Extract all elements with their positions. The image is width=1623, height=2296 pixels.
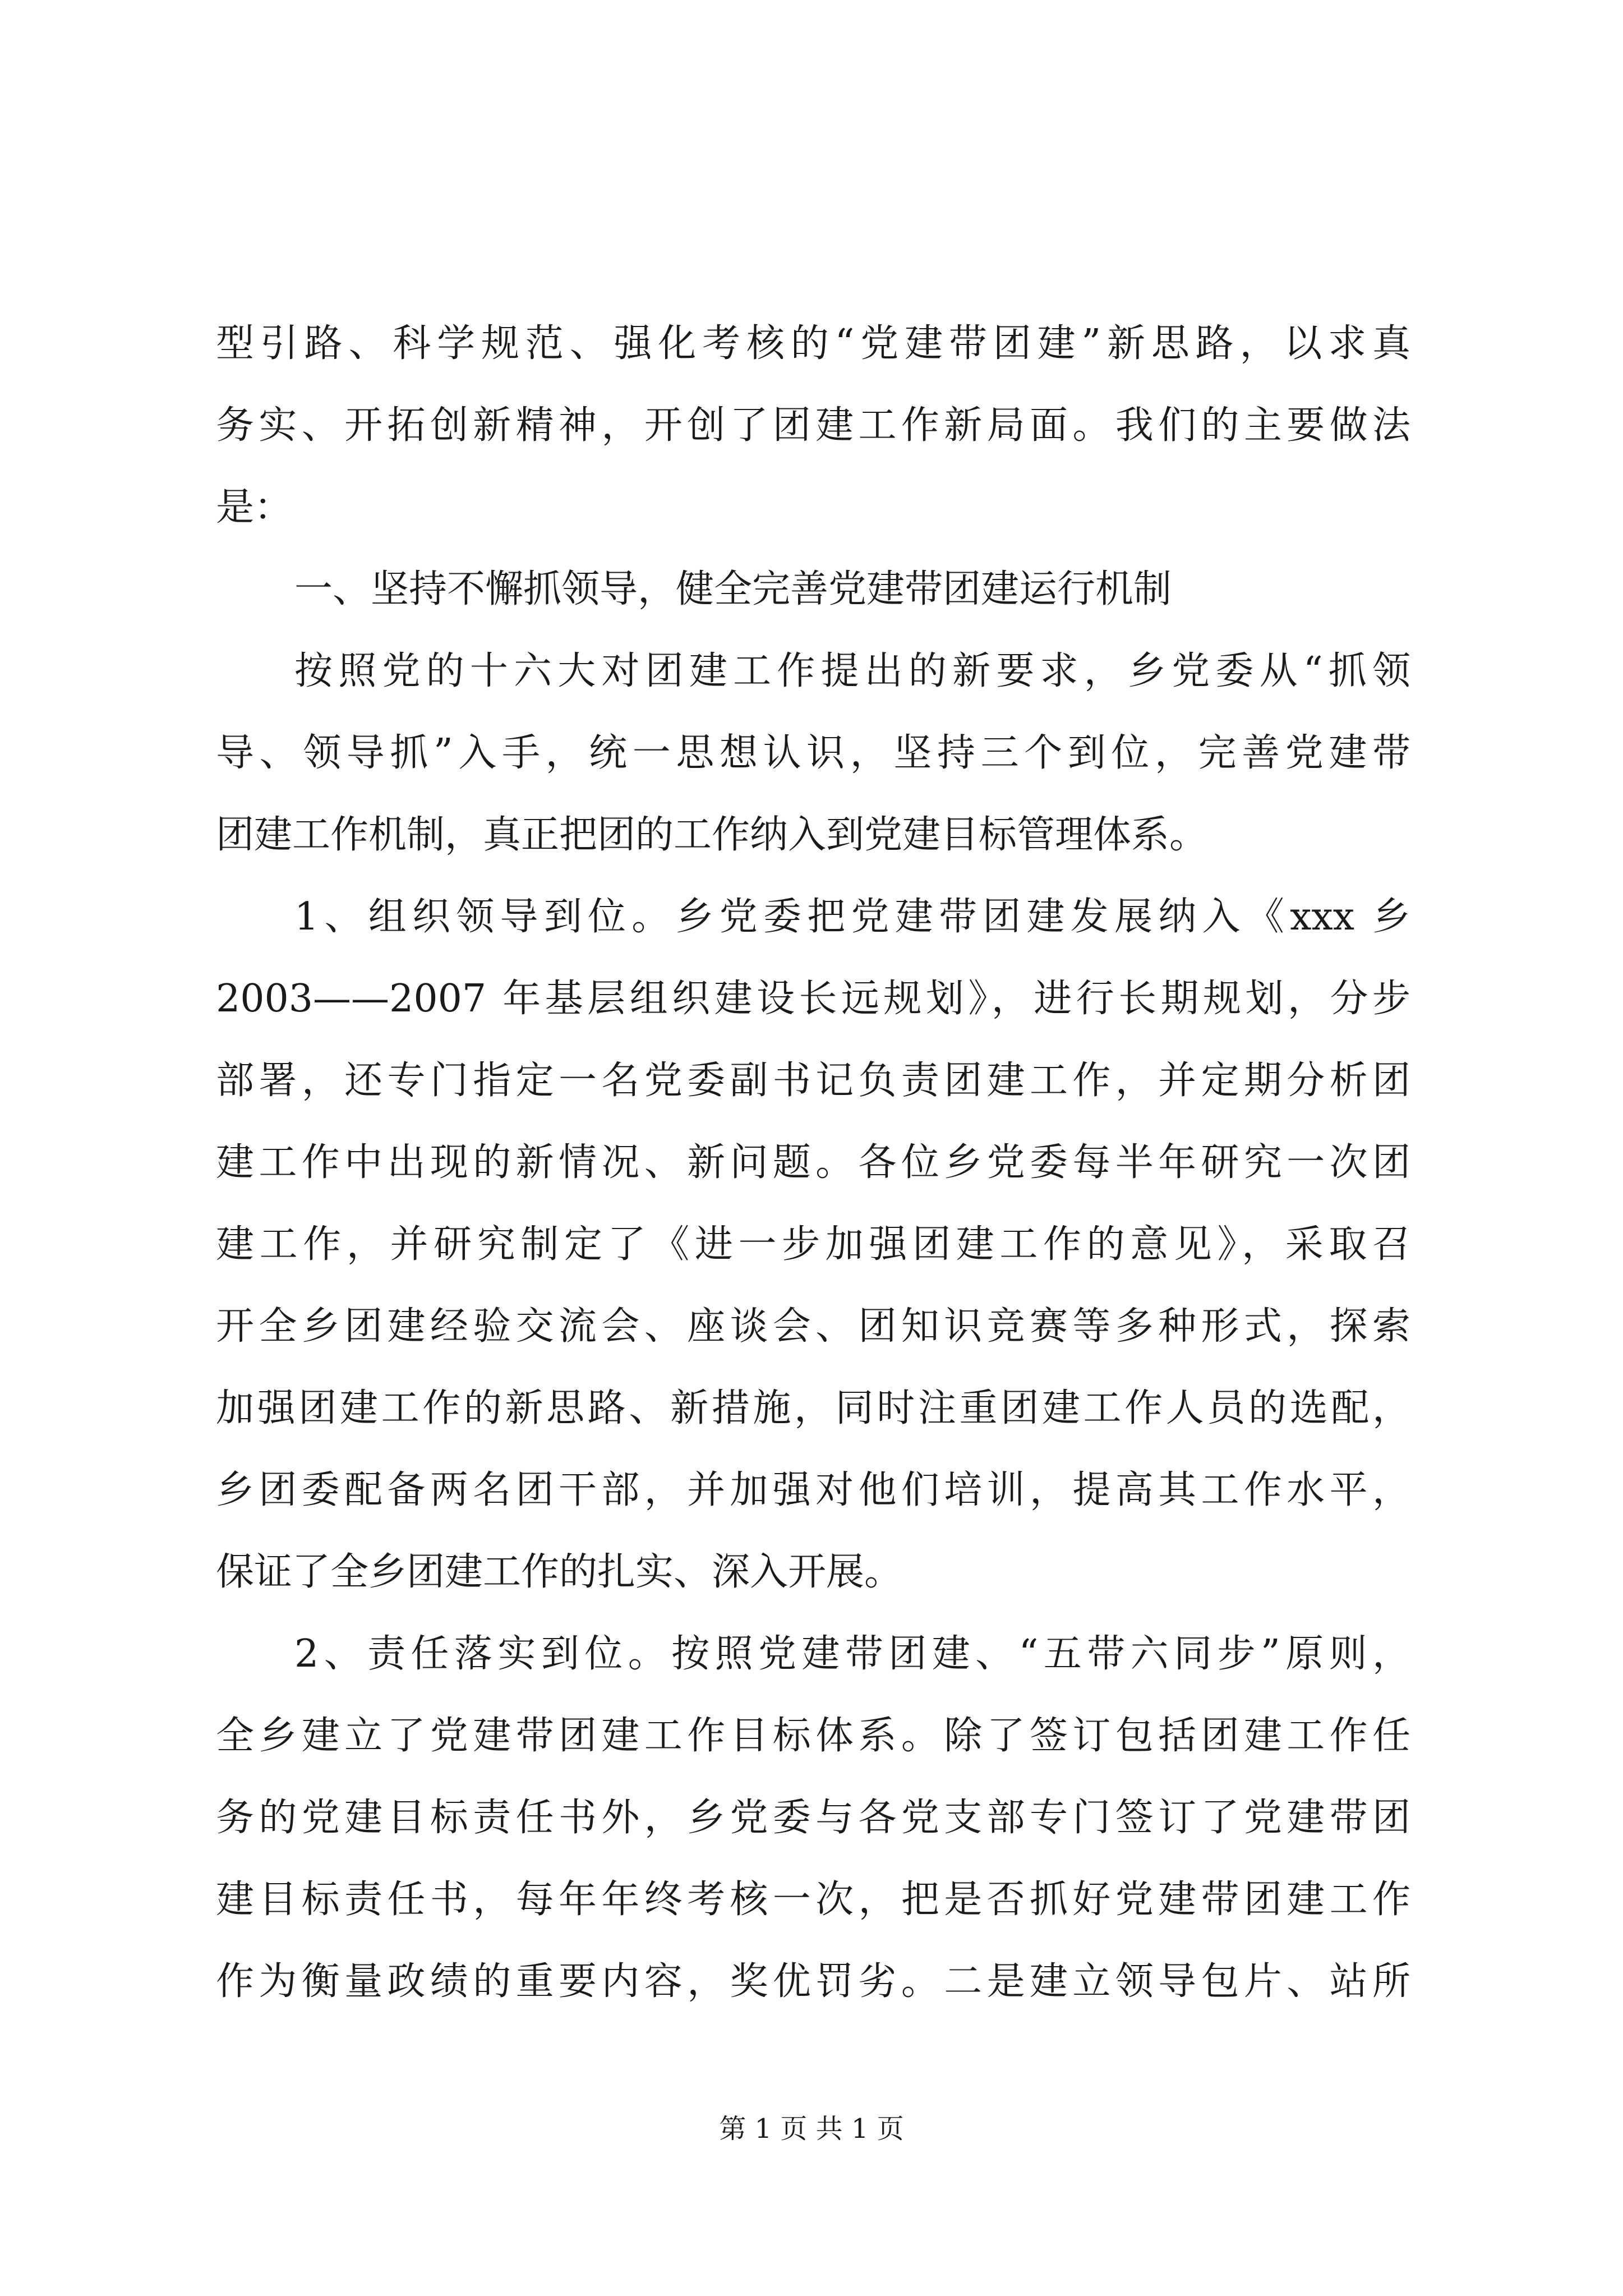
text-line: 1、组织领导到位。乡党委把党建带团建发展纳入《xxx 乡	[294, 895, 1410, 939]
text-line: 按照党的十六大对团建工作提出的新要求，乡党委从“抓领	[294, 649, 1410, 693]
text-line: 建工作，并研究制定了《进一步加强团建工作的意见》，采取召	[216, 1222, 1410, 1267]
text-line: 务实、开拓创新精神，开创了团建工作新局面。我们的主要做法	[216, 403, 1410, 448]
text-line: 部署，还专门指定一名党委副书记负责团建工作，并定期分析团	[216, 1059, 1410, 1103]
text-line: 导、领导抓”入手，统一思想认识，坚持三个到位，完善党建带	[216, 731, 1410, 775]
text-line: 保证了全乡团建工作的扎实、深入开展。	[216, 1550, 903, 1594]
text-line: 建目标责任书，每年年终考核一次，把是否抓好党建带团建工作	[216, 1878, 1410, 1922]
text-line: 务的党建目标责任书外，乡党委与各党支部专门签订了党建带团	[216, 1796, 1410, 1840]
text-line: 2003——2007 年基层组织建设长远规划》，进行长期规划，分步	[216, 977, 1410, 1021]
text-line: 是：	[216, 485, 293, 530]
text-line: 加强团建工作的新思路、新措施，同时注重团建工作人员的选配，	[216, 1386, 1410, 1430]
text-line: 建工作中出现的新情况、新问题。各位乡党委每半年研究一次团	[216, 1140, 1410, 1185]
text-line: 开全乡团建经验交流会、座谈会、团知识竞赛等多种形式，探索	[216, 1304, 1410, 1349]
document-body	[216, 303, 1410, 2023]
section-heading: 一、坚持不懈抓领导，健全完善党建带团建运行机制	[294, 567, 1172, 611]
text-line: 型引路、科学规范、强化考核的“党建带团建”新思路，以求真	[216, 321, 1410, 366]
text-line: 作为衡量政绩的重要内容，奖优罚劣。二是建立领导包片、站所	[216, 1959, 1410, 2004]
text-line: 2、责任落实到位。按照党建带团建、“五带六同步”原则，	[294, 1632, 1410, 1676]
page-number-footer: 第 1 页 共 1 页	[719, 2113, 904, 2145]
text-line: 团建工作机制，真正把团的工作纳入到党建目标管理体系。	[216, 813, 1208, 857]
text-line: 乡团委配备两名团干部，并加强对他们培训，提高其工作水平，	[216, 1468, 1410, 1512]
text-line: 全乡建立了党建带团建工作目标体系。除了签订包括团建工作任	[216, 1714, 1410, 1758]
